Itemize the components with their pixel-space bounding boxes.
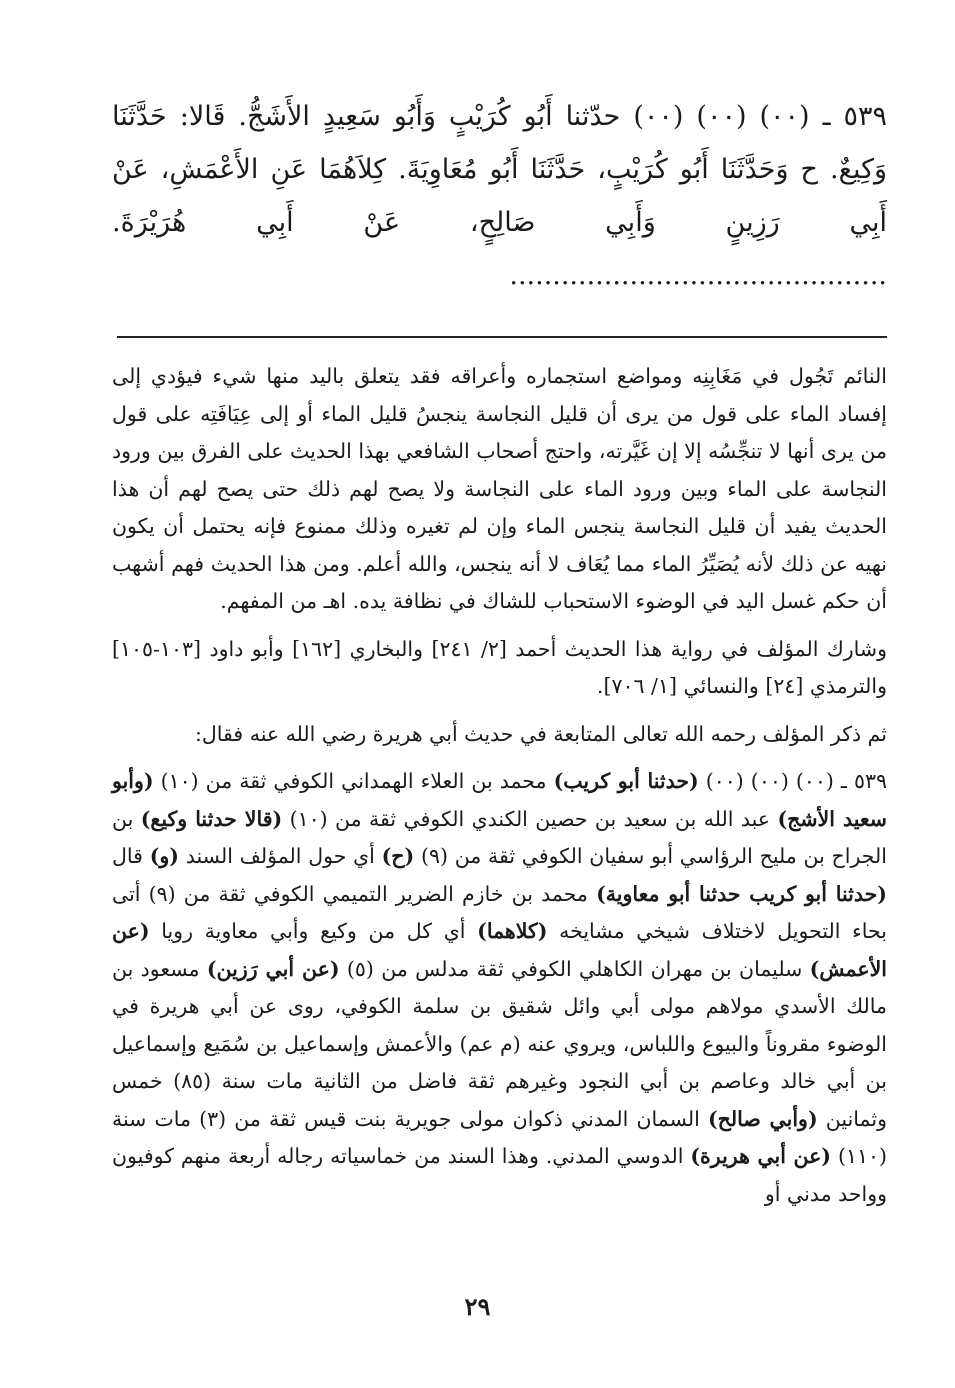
isnad-text: أي حول المؤلف السند: [185, 844, 375, 868]
isnad-commentary: [112, 763, 887, 1213]
isnad-text: ٥٣٩ ـ (٠٠) (٠٠) (٠٠): [705, 769, 887, 793]
isnad-text: قال: [112, 844, 143, 868]
isnad-text: أي كل من وكيع وأبي معاوية رويا: [161, 919, 466, 943]
hadith-matn: ٥٣٩ ـ (٠٠) (٠٠) (٠٠) حدّثنا أَبُو كُرَيْبٍ وَأَبُو سَعِيدٍ الأَشَجُّ. قَالا: حَدَّثَنَا وَكِيعٌ. ح وَحَدَّثَنَا أَبُو كُرَيْبٍ، حَدَّثَنَا أَبُو مُعَاوِيَةَ. كِلاَهُمَا عَنِ الأَعْمَشِ، عَنْ أَبِي رَزِينٍ وَأَبِي صَالِحٍ، عَنْ أَبِي هُرَيْرَةَ. ............................................: [112, 101, 887, 291]
isnad-text: محمد بن العلاء الهمداني الكوفي ثقة من (١٠): [160, 769, 547, 793]
isnad-narrator: (وأبو سعيد الأشج): [112, 769, 887, 831]
footnote-separator: [117, 336, 887, 338]
isnad-text: الدوسي المدني. وهذا السند من خماسياته رجاله أربعة منهم كوفيون وواحد مدني أو: [112, 1144, 887, 1206]
isnad-narrator: (حدثنا أبو كريب حدثنا أبو معاوية): [596, 881, 887, 906]
isnad-conjunction: (و): [149, 844, 179, 868]
isnad-narrator: (عن أبي هريرة): [690, 1144, 832, 1168]
isnad-tahwil: (ح): [381, 844, 415, 868]
page-content: [112, 90, 887, 1213]
isnad-text: عبد الله بن سعيد بن حصين الكندي الكوفي ثقة من (١٠): [289, 806, 771, 831]
isnad-text: سليمان بن مهران الكاهلي الكوفي ثقة مدلس من (٥): [346, 956, 803, 981]
isnad-text: بن الجراح بن مليح الرؤاسي أبو سفيان الكوفي ثقة من (٩): [112, 806, 887, 868]
isnad-narrator: (حدثنا أبو كريب): [553, 769, 699, 793]
isnad-narrator: (عن أبي رَزين): [206, 956, 340, 981]
page-number: ٢٩: [464, 1292, 491, 1321]
commentary-paragraph-2: وشارك المؤلف في رواية هذا الحديث أحمد [٢/ ٢٤١] والبخاري [١٦٢] وأبو داود [١٠٣-١٠٥] والترمذي [٢٤] والنسائي [١/ ٧٠٦].: [112, 636, 887, 698]
isnad-narrator: (قالا حدثنا وكيع): [140, 806, 283, 831]
isnad-narrator: (عن الأعمش): [112, 919, 887, 981]
isnad-text: مسعود بن مالك الأسدي مولاهم مولى أبي وائل شقيق بن سلمة الكوفي، روى عن أبي هريرة في الوضوء مقروناً والبيوع واللباس، ويروي عنه (م عم) والأعمش وإسماعيل بن سُمَيع وإسماعيل بن أبي خالد وعاصم بن أبي النجود وغيرهم ثقة فاضل من الثانية مات سنة (٨٥) خمس وثمانين: [112, 956, 887, 1131]
isnad-text: محمد بن خازم الضرير التميمي الكوفي ثقة من (٩) أتى بحاء التحويل لاختلاف شيخي مشايخه: [112, 881, 887, 943]
commentary-paragraph-3: ثم ذكر المؤلف رحمه الله تعالى المتابعة في حديث أبي هريرة رضي الله عنه فقال:: [194, 721, 887, 746]
commentary-paragraph-1: النائم تَجُول في مَغَابِنِه ومواضع استجماره وأعراقه فقد يتعلق باليد منها شيء فيؤدي إلى إفساد الماء على قول من يرى أن قليل النجاسة ينجسُ قليل الماء أو إلى عِيَافَتِه على قول من يرى أنها لا تنجِّسُه إلا إن غَيَّرته، واحتج أصحاب الشافعي بهذا الحديث على الفرق بين ورود النجاسة على الماء وبين ورود الماء على النجاسة ولا يصح لهم ذلك حتى يصح لهم أن هذا الحديث يفيد أن قليل النجاسة ينجس الماء وإن لم تغيره وذلك ممنوع فإنه يحتمل أن يكون نهيه عن ذلك لأنه يُصَيِّرُ الماء مما يُعَاف لا أنه ينجس، والله أعلم. ومن هذا الحديث فهم أشهب أن حكم غسل اليد في الوضوء الاستحباب للشاك في نظافة يده. اهـ من المفهم.: [112, 364, 887, 613]
isnad-narrator: (كلاهما): [477, 919, 548, 943]
isnad-narrator: (وأبي صالح): [707, 1106, 818, 1131]
isnad-text: السمان المدني ذكوان مولى جويرية بنت قيس ثقة من (٣) مات سنة (١١٠): [112, 1106, 887, 1168]
